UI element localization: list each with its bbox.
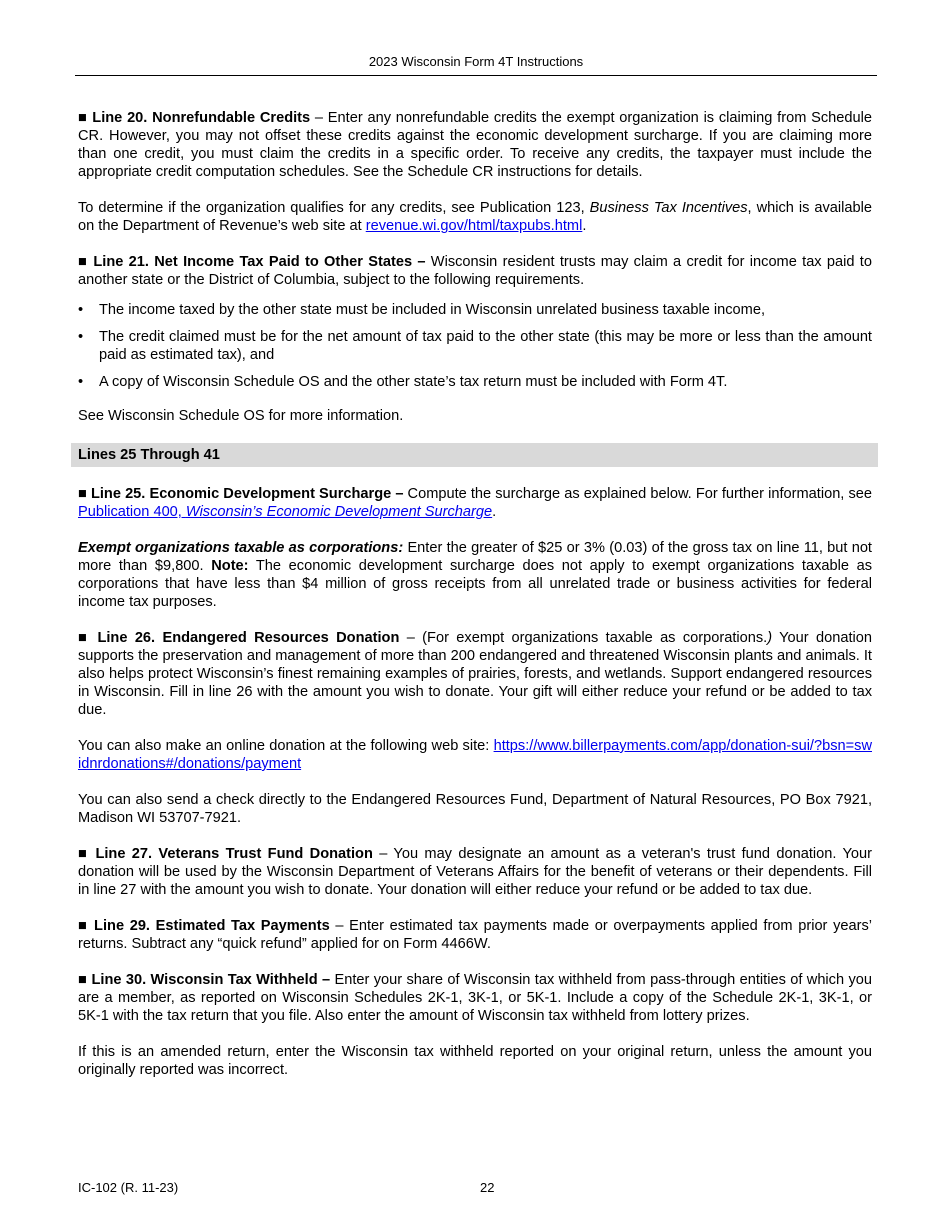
note-label: Note: [211,558,249,574]
check-donation-paragraph: You can also send a check directly to the Endangered Resources Fund, Department of Natural Resources, PO Box 7921, Madison WI 53707-7921. [78,792,872,826]
exempt-orgs-text: Enter the greater of $25 or 3% (0.03) of the gross tax on line 11, but not more than $9,800. [78,540,872,574]
exempt-orgs-text-2: The economic development surcharge does not apply to exempt organizations taxable as corporations that have less than $4 million of gross receipts from all unrelated trade or business activities for federal income tax purposes. [78,558,872,610]
exempt-orgs-label: Exempt organizations taxable as corporations: [78,540,404,556]
header-title: 2023 Wisconsin Form 4T Instructions [368,54,584,69]
credits-end: . [582,218,587,234]
line26-text: – (For exempt organizations taxable as corporations. [399,630,768,646]
publication-400-link[interactable] [78,504,492,520]
requirements-list [78,301,872,391]
list-item: • The income taxed by the other state must be included in Wisconsin unrelated business taxable income, [78,301,872,319]
line30-text: Enter your share of Wisconsin tax withheld from pass-through entities of which you are a member, as reported on Wisconsin Schedules 2K-1, 3K-1, or 5K-1. Include a copy of the Schedule 2K-1, 3K-1, or 5K-1 with the tax return that you file. Also enter the amount of Wisconsin tax withheld from lottery prizes. [78,972,872,1024]
taxpubs-link[interactable]: revenue.wi.gov/html/taxpubs.html [365,218,583,234]
line26-label: ■ Line 26. Endangered Resources Donation [78,630,400,646]
publication-400-link-text: Publication 400, [78,504,186,520]
page-number: 22 [480,1180,495,1195]
credits-text-2: , which is available on the Department of Revenue’s web site at [78,200,872,234]
line21-label: ■ Line 21. Net Income Tax Paid to Other States – [78,254,426,270]
credits-text: To determine if the organization qualifies for any credits, see Publication 123, [78,200,590,216]
section-heading: Lines 25 Through 41 [71,443,878,467]
form-id: IC-102 (R. 11-23) [78,1180,179,1195]
line26-paren: ) [767,630,773,646]
page-header [75,54,877,76]
line30-paragraph [78,971,872,1025]
line27-paragraph [78,845,872,899]
document-body [78,109,872,1097]
line29-paragraph [78,917,872,953]
line25-paragraph [78,485,872,521]
line25-label: ■ Line 25. Economic Development Surcharge – [78,486,404,502]
publication-400-link-title: Wisconsin’s Economic Development Surcharge [185,504,493,520]
line29-label: ■ Line 29. Estimated Tax Payments [78,918,330,934]
list-item: • The credit claimed must be for the net amount of tax paid to the other state (this may be more or less than the amount paid as estimated tax), and [78,328,872,364]
see-schedule-os: See Wisconsin Schedule OS for more information. [78,408,404,424]
publication-title: Business Tax Incentives [589,200,748,216]
line20-paragraph [78,109,872,181]
line29-text: – Enter estimated tax payments made or overpayments applied from prior years’ returns. Subtract any “quick refund” applied for on Form 4466W. [78,918,872,952]
line20-label: ■ Line 20. Nonrefundable Credits [78,110,311,126]
line21-paragraph [78,253,872,289]
line25-end: . [492,504,497,520]
line30-label: ■ Line 30. Wisconsin Tax Withheld – [78,972,331,988]
online-donation-text: You can also make an online donation at the following web site: [78,738,494,754]
line27-text: – You may designate an amount as a veteran's trust fund donation. Your donation will be used by the Wisconsin Department of Veterans Affairs for the benefit of veterans or their dependents. Fill in line 27 with the amount you wish to donate. Your donation will either reduce your refund or be added to tax due. [78,846,872,898]
credits-paragraph [78,199,872,235]
donation-link[interactable]: https://www.billerpayments.com/app/donation-sui/?bsn=swidnrdonations#/donations/payment [78,738,872,772]
line26-text-2: Your donation supports the preservation and management of more than 200 endangered and threatened Wisconsin plants and animals. It also helps protect Wisconsin’s finest remaining examples of prairies, forests, and wetlands. Support endangered resources in Wisconsin. Fill in line 26 with the amount you wish to donate. Your gift will either reduce your refund or be added to tax due. [78,630,873,718]
exempt-orgs-paragraph [78,539,872,611]
amended-return-paragraph: If this is an amended return, enter the Wisconsin tax withheld reported on your original return, unless the amount you originally reported was incorrect. [78,1044,872,1078]
line26-paragraph [78,629,872,719]
line27-label: ■ Line 27. Veterans Trust Fund Donation [78,846,373,862]
line25-text: Compute the surcharge as explained below. For further information, see [403,486,872,502]
line20-text: – Enter any nonrefundable credits the exempt organization is claiming from Schedule CR. However, you may not offset these credits against the economic development surcharge. If you are claiming more than one credit, you must claim the credits in a specific order. To receive any credits, the taxpayer must include the appropriate credit computation schedules. See the Schedule CR instructions for details. [78,110,872,180]
list-item: • A copy of Wisconsin Schedule OS and the other state’s tax return must be included with Form 4T. [78,373,872,391]
online-donation-paragraph [78,737,872,773]
line21-text: Wisconsin resident trusts may claim a credit for income tax paid to another state or the District of Columbia, subject to the following requirements. [78,254,872,288]
